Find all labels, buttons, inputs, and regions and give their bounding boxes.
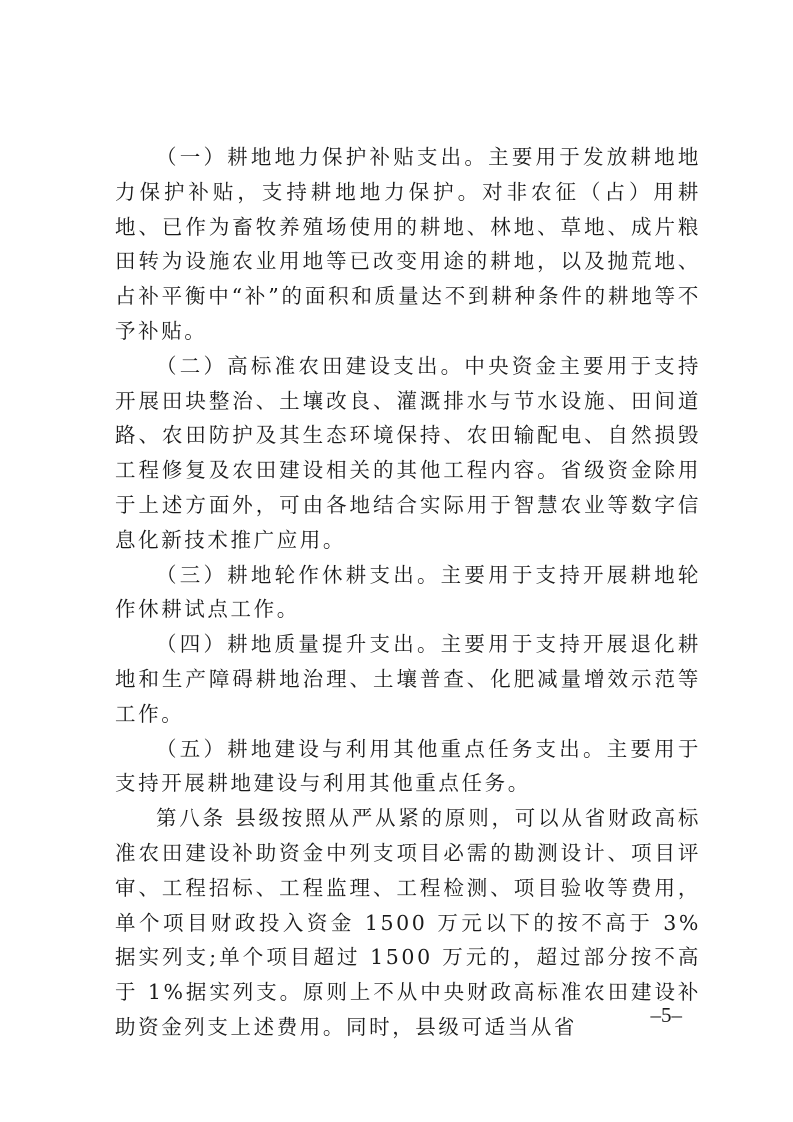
document-body xyxy=(115,140,701,1045)
page-number: –5– xyxy=(650,1003,682,1027)
paragraph-farmland-fertility-subsidy: （一）耕地地力保护补贴支出。主要用于发放耕地地力保护补贴，支持耕地地力保护。对非农征（占）用耕地、已作为畜牧养殖场使用的耕地、林地、草地、成片粮田转为设施农业用地等已改变用途的耕地，以及抛荒地、占补平衡中“补”的面积和质量达不到耕种条件的耕地等不予补贴。 xyxy=(115,145,701,343)
paragraph-crop-rotation-fallow: （三）耕地轮作休耕支出。主要用于支持开展耕地轮作休耕试点工作。 xyxy=(115,562,701,622)
paragraph-farmland-quality-improvement: （四）耕地质量提升支出。主要用于支持开展退化耕地和生产障碍耕地治理、土壤普查、化肥减量增效示范等工作。 xyxy=(115,632,701,726)
paragraph-other-key-tasks: （五）耕地建设与利用其他重点任务支出。主要用于支持开展耕地建设与利用其他重点任务。 xyxy=(115,736,701,796)
paragraph-article-eight: 第八条 县级按照从严从紧的原则，可以从省财政高标准农田建设补助资金中列支项目必需的勘测设计、项目评审、工程招标、工程监理、工程检测、项目验收等费用，单个项目财政投入资金 1500 万元以下的按不高于 3%据实列支;单个项目超过 1500 万元的，超过部分按不高于 1%据实列支。原则上不从中央财政高标准农田建设补助资金列支上述费用。同时，县级可适当从省 xyxy=(115,806,701,1039)
paragraph-high-standard-farmland: （二）高标准农田建设支出。中央资金主要用于支持开展田块整治、土壤改良、灌溉排水与节水设施、田间道路、农田防护及其生态环境保持、农田输配电、自然损毁工程修复及农田建设相关的其他工程内容。省级资金除用于上述方面外，可由各地结合实际用于智慧农业等数字信息化新技术推广应用。 xyxy=(115,353,701,552)
